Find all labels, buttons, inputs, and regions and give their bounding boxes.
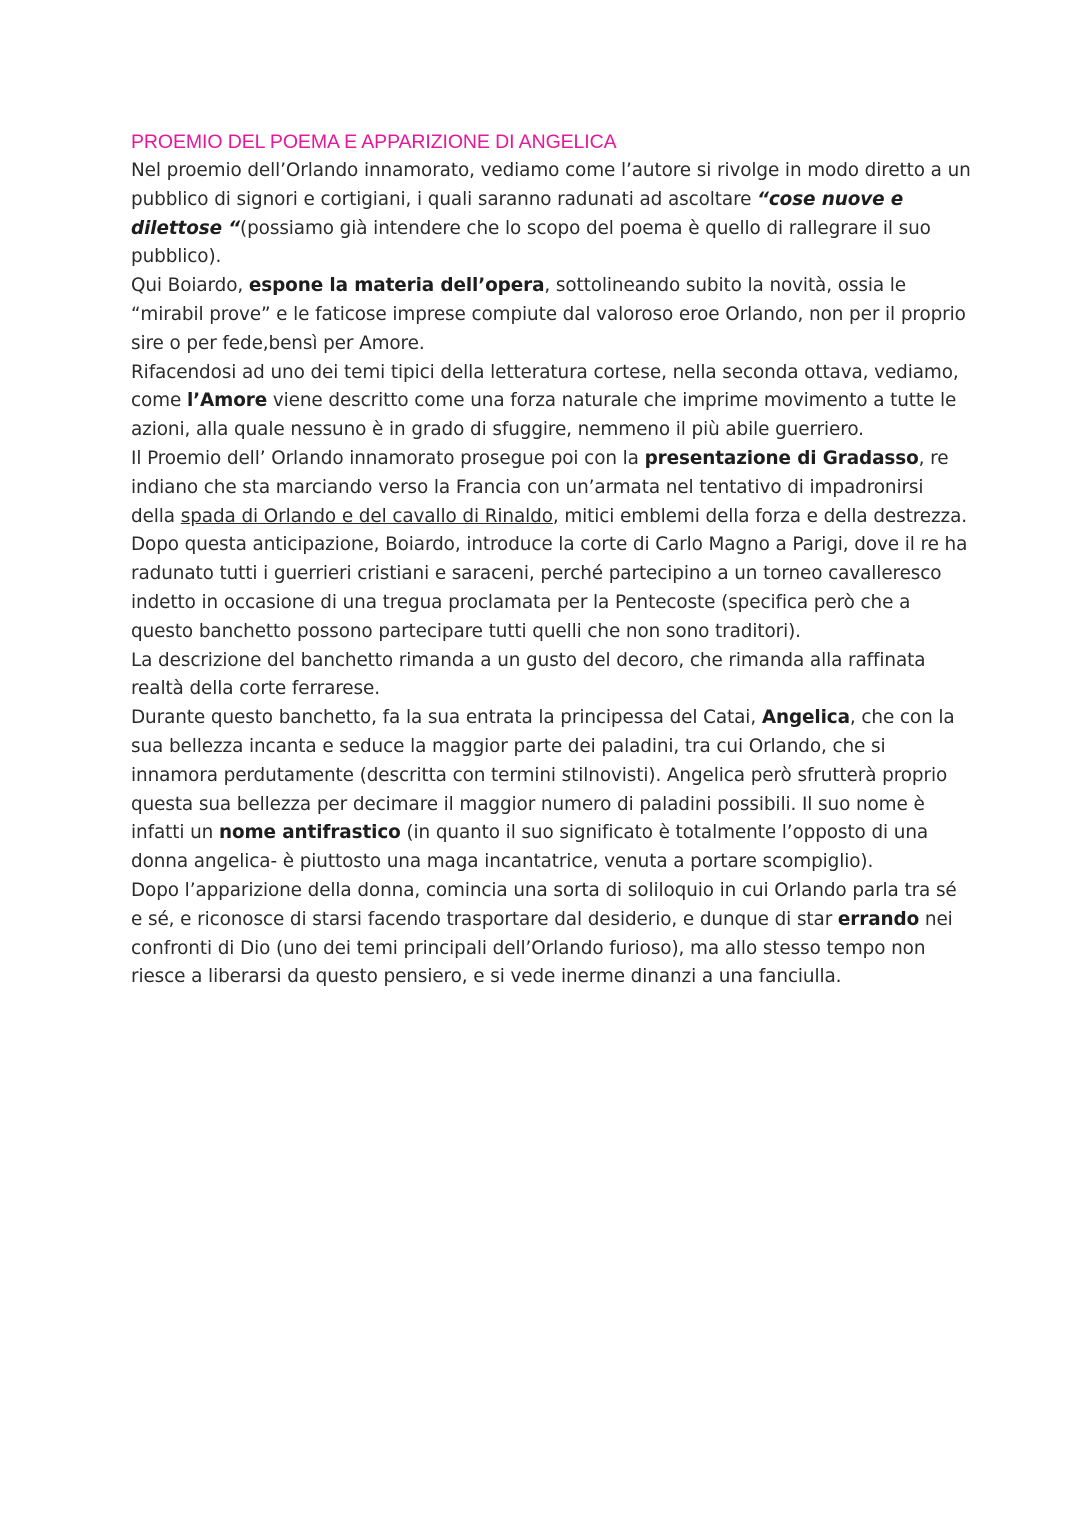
paragraph-gradasso <box>131 445 971 531</box>
paragraph-soliloquio <box>131 877 971 992</box>
p3-bold-amore: l’Amore <box>186 390 268 412</box>
p2-text-c: , sottolineando subito la novità, ossia le “mirabil prove” e le faticose imprese compiute dal valoroso eroe Orlando, non per il proprio sire o per fede,bensì per Amore. <box>131 275 966 354</box>
paragraph-materia <box>131 272 971 358</box>
paragraph-banchetto: La descrizione del banchetto rimanda a un gusto del decoro, che rimanda alla raffinata realtà della corte ferrarese. <box>131 649 926 700</box>
p7-text-e: (in quanto il suo significato è totalmente l’opposto di una donna angelica- è piuttosto una maga incantatrice, venuta a portare scompiglio). <box>131 822 929 873</box>
p3-text-a: Rifacendosi ad uno dei temi tipici della letteratura cortese, nella seconda ottava, vediamo, come <box>131 361 959 412</box>
document-page <box>131 127 971 992</box>
document-title: PROEMIO DEL POEMA E APPARIZIONE DI ANGELICA <box>131 131 617 153</box>
p7-bold-angelica: Angelica <box>761 707 850 729</box>
paragraph-proemio <box>131 157 971 272</box>
p2-text-a: Qui Boiardo, <box>131 275 249 297</box>
p2-bold-materia: espone la materia dell’opera <box>248 275 545 297</box>
p8-text-a: Dopo l’apparizione della donna, comincia una sorta di soliloquio in cui Orlando parla tra sé e sé, e riconosce di starsi facendo trasportare dal desiderio, e dunque di star <box>131 879 957 930</box>
paragraph-corte: Dopo questa anticipazione, Boiardo, introduce la corte di Carlo Magno a Parigi, dove il re ha radunato tutti i guerrieri cristiani e saraceni, perché partecipino a un torneo cavalleresco indetto in occasione di una tregua proclamata per la Pentecoste (specifica però che a questo banchetto possono partecipare tutti quelli che non sono traditori). <box>131 534 968 642</box>
p4-underline-spada: spada di Orlando e del cavallo di Rinaldo <box>180 505 553 527</box>
p3-text-c: viene descritto come una forza naturale che imprime movimento a tutte le azioni, alla quale nessuno è in grado di sfuggire, nemmeno il più abile guerriero. <box>131 390 957 441</box>
paragraph-angelica <box>131 704 971 877</box>
p1-text-a: Nel proemio dell’Orlando innamorato, vediamo come l’autore si rivolge in modo diretto a un pubblico di signori e cortigiani, i quali saranno radunati ad ascoltare <box>131 160 971 210</box>
p4-text-e: , mitici emblemi della forza e della destrezza. <box>552 505 967 527</box>
p1-text-c: (possiamo già intendere che lo scopo del poema è quello di rallegrare il suo pubblico). <box>131 217 931 268</box>
p4-text-a: Il Proemio dell’ Orlando innamorato prosegue poi con la <box>131 447 645 469</box>
p8-bold-errando: errando <box>837 908 920 930</box>
paragraph-amore <box>131 359 971 445</box>
p4-bold-gradasso: presentazione di Gradasso <box>644 447 919 469</box>
p7-bold-antifrastico: nome antifrastico <box>218 822 401 844</box>
p7-text-c: , che con la sua bellezza incanta e seduce la maggior parte dei paladini, tra cui Orlando, che si innamora perdutamente (descritta con termini stilnovisti). Angelica però sfrutterà proprio questa sua bellezza per decimare il maggior numero di paladini possibili. Il suo nome è infatti un <box>131 707 955 844</box>
p1-emphasis-quote: “cose nuove e dilettose “ <box>131 188 904 239</box>
p4-text-c: , re indiano che sta marciando verso la Francia con un’armata nel tentativo di impadronirsi della <box>131 447 949 527</box>
p8-text-c: nei confronti di Dio (uno dei temi principali dell’Orlando furioso), ma allo stesso tempo non riesce a liberarsi da questo pensiero, e si vede inerme dinanzi a una fanciulla. <box>131 908 953 988</box>
p7-text-a: Durante questo banchetto, fa la sua entrata la principessa del Catai, <box>131 707 762 729</box>
